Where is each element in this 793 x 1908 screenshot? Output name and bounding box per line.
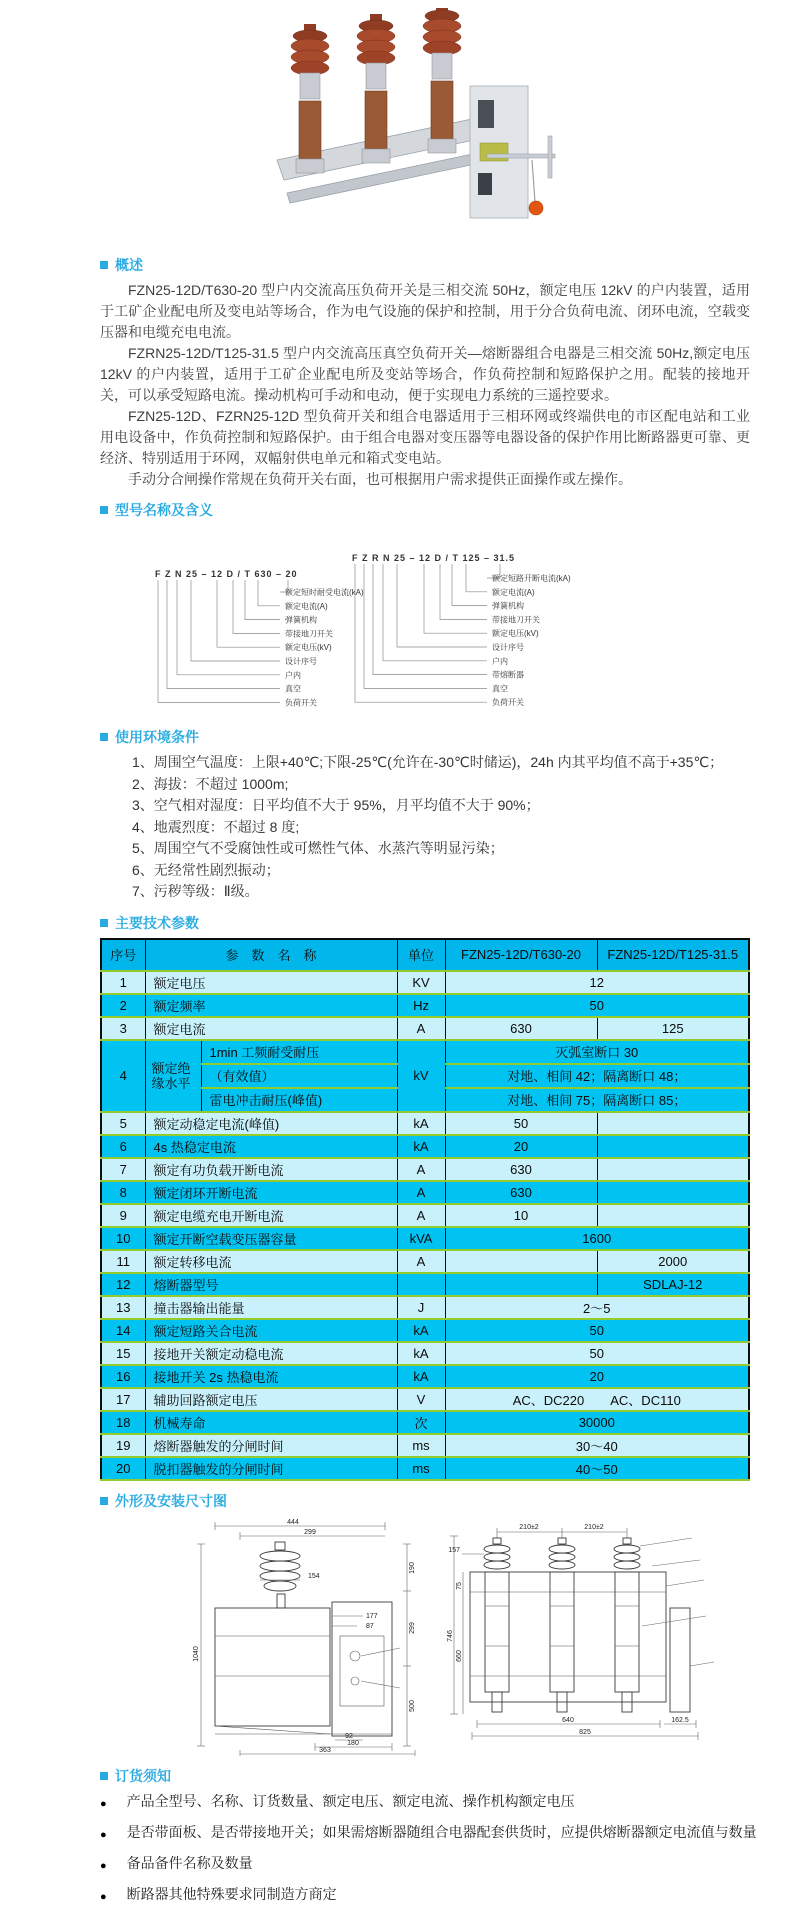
table-row [101, 1158, 749, 1181]
dim-label: 87 [366, 1622, 374, 1630]
table-cell: V [397, 1388, 445, 1411]
table-header-cell: 参 数 名 称 [145, 939, 397, 971]
model-label: 设计序号 [492, 643, 524, 652]
table-cell: 20 [101, 1457, 145, 1480]
table-cell: 2～5 [445, 1296, 749, 1319]
table-cell: 630 [445, 1017, 597, 1040]
table-row [101, 1017, 749, 1040]
environment-item: 4、地震烈度：不超过 8 度; [132, 818, 300, 835]
front-pole [484, 1538, 510, 1712]
table-header-row [101, 939, 749, 971]
section-bullet-icon [100, 1497, 108, 1505]
section-header-overview [100, 255, 793, 275]
table-cell: 对地、相间 75；隔离断口 85； [445, 1088, 749, 1112]
table-cell: J [397, 1296, 445, 1319]
table-cell: 16 [101, 1365, 145, 1388]
dim-label: 363 [319, 1746, 331, 1754]
model-label: 带接地刀开关 [492, 615, 540, 625]
section-header-parameters [100, 913, 793, 933]
dim-label: 180 [347, 1739, 359, 1747]
section-bullet-icon [100, 733, 108, 741]
model-connector-line [452, 564, 487, 606]
table-cell: 额定绝缘水平 [145, 1040, 201, 1112]
table-cell: 脱扣器触发的分闸时间 [145, 1457, 397, 1480]
section-bullet-icon [100, 261, 108, 269]
table-cell [445, 1250, 597, 1273]
table-cell: A [397, 1181, 445, 1204]
model-label: 设计序号 [285, 657, 317, 666]
table-cell: 7 [101, 1158, 145, 1181]
dim-label: 444 [287, 1518, 299, 1526]
table-row [101, 1411, 749, 1434]
table-cell: 额定电流 [145, 1017, 397, 1040]
model-connector-line [167, 580, 280, 689]
table-cell: 630 [445, 1181, 597, 1204]
overview-paragraph: FZN25-12D、FZRN25-12D 型负荷开关和组合电器适用于三相环网或终端供电的市区配电站和工业用电设备中，作负荷控制和短路保护。由于组合电器对变压器等电器设备的保护作用比断路器更可靠、更经济、特别适用于环网，双幅射供电单元和箱式变电站。 [100, 408, 750, 466]
ordering-item [100, 1791, 760, 1815]
dim-label: 825 [579, 1728, 591, 1736]
table-cell: Hz [397, 994, 445, 1017]
section-title: 主要技术参数 [115, 914, 199, 931]
model-connector-line [245, 580, 280, 620]
model-connector-line [217, 580, 280, 647]
table-cell: 额定闭环开断电流 [145, 1181, 397, 1204]
table-cell: 接地开关 2s 热稳电流 [145, 1365, 397, 1388]
model-connector-line [158, 580, 280, 702]
photo-handle-ball [529, 201, 543, 215]
overview-paragraph: FZRN25-12D/T125-31.5 型户内交流高压真空负荷开关—熔断器组合电器是三相交流 50Hz,额定电压 12kV 的户内装置，适用于工矿企业配电所及变站等场合，作负荷控制和短路保护之用。配装的接地开关，可以承受短路电流。操动机构可手动和电动，便于实现电力系统的三遥控要求。 [100, 345, 750, 403]
dim-label: 162.5 [671, 1716, 689, 1724]
environment-item: 5、周围空气不受腐蚀性或可燃性气体、水蒸汽等明显污染； [132, 840, 504, 856]
table-cell: 8 [101, 1181, 145, 1204]
model-label: 额定电压(kV) [492, 629, 539, 639]
environment-item: 3、空气相对湿度：日平均值不大于 95%，月平均值不大于 90%； [132, 797, 540, 813]
model-label: 真空 [285, 684, 301, 694]
table-row [101, 971, 749, 994]
dim-label: 210±2 [519, 1523, 539, 1531]
section-title: 外形及安装尺寸图 [115, 1492, 227, 1509]
table-cell: 18 [101, 1411, 145, 1434]
dim-label: 154 [308, 1572, 320, 1580]
table-cell: 30000 [445, 1411, 749, 1434]
table-cell: 额定频率 [145, 994, 397, 1017]
dim-label: 1040 [193, 1645, 200, 1662]
model-label: 额定短时耐受电流(kA) [285, 588, 364, 597]
overview-paragraphs [0, 280, 793, 490]
table-row [101, 1273, 749, 1296]
table-cell: （有效值） [201, 1064, 397, 1088]
model-label: 带接地刀开关 [285, 629, 333, 639]
table-row [101, 1434, 749, 1457]
model-label: 户内 [492, 656, 508, 666]
table-cell: 4s 热稳定电流 [145, 1135, 397, 1158]
section-bullet-icon [100, 919, 108, 927]
table-cell: A [397, 1204, 445, 1227]
table-cell: 10 [101, 1227, 145, 1250]
table-cell: 17 [101, 1388, 145, 1411]
outline-dimension-drawings [100, 1516, 750, 1756]
ordering-item [100, 1884, 760, 1908]
model-label: 带熔断器 [492, 670, 524, 680]
section-header-ordering [100, 1766, 793, 1786]
ordering-item [100, 1853, 760, 1877]
model-connector-line [424, 564, 487, 633]
ordering-item-text: 是否带面板、是否带接地开关；如果需熔断器随组合电器配套供货时，应提供熔断器额定电流值与数量 [126, 1823, 757, 1840]
bullet-icon: ● [100, 1890, 107, 1903]
table-cell: A [397, 1250, 445, 1273]
environment-item: 6、无经常性剧烈振动； [132, 861, 280, 878]
bullet-icon: ● [100, 1859, 107, 1872]
table-row [101, 1296, 749, 1319]
bullet-icon: ● [100, 1828, 107, 1841]
model-connector-line [466, 564, 487, 592]
table-cell: 11 [101, 1250, 145, 1273]
table-cell: 40～50 [445, 1457, 749, 1480]
table-cell: 20 [445, 1365, 749, 1388]
table-cell: kA [397, 1319, 445, 1342]
table-cell: 2 [101, 994, 145, 1017]
model-string: F Z R N 25 – 12 D / T 125 – 31.5 [352, 553, 516, 563]
table-cell: 1600 [445, 1227, 749, 1250]
table-cell: 13 [101, 1296, 145, 1319]
table-cell: 20 [445, 1135, 597, 1158]
dim-label: 299 [304, 1528, 316, 1536]
overview-paragraph: FZN25-12D/T630-20 型户内交流高压负荷开关是三相交流 50Hz，额定电压 12kV 的户内装置，适用于工矿企业配电所及变电站等场合，作为电气设施的保护和控制，用于分合负荷电流、闭环电流，空载变压器和电缆充电电流。 [100, 282, 750, 340]
table-cell: 额定电压 [145, 971, 397, 994]
parameters-table [100, 938, 750, 1481]
table-cell: 5 [101, 1112, 145, 1135]
model-diagram-right [352, 553, 571, 707]
model-connector-line [258, 580, 280, 606]
model-string: F Z N 25 – 12 D / T 630 – 20 [155, 569, 298, 579]
model-connector-line [191, 580, 280, 661]
model-label: 额定电压(kV) [285, 643, 332, 653]
table-cell: 14 [101, 1319, 145, 1342]
table-row [101, 1227, 749, 1250]
table-cell: 4 [101, 1040, 145, 1112]
dim-label: 210±2 [584, 1523, 604, 1531]
table-cell: 额定动稳定电流(峰值) [145, 1112, 397, 1135]
table-cell: kA [397, 1342, 445, 1365]
dim-label: 640 [562, 1716, 574, 1724]
table-cell: 1 [101, 971, 145, 994]
table-cell: 额定电缆充电开断电流 [145, 1204, 397, 1227]
table-cell: 对地、相间 42；隔离断口 48； [445, 1064, 749, 1088]
dim-label: 746 [447, 1629, 454, 1642]
model-connector-line [383, 564, 487, 661]
table-cell: 接地开关额定动稳电流 [145, 1342, 397, 1365]
ordering-item-text: 断路器其他特殊要求同制造方商定 [126, 1885, 337, 1902]
ordering-list [0, 1791, 793, 1908]
environment-item: 1、周围空气温度：上限+40℃;下限-25℃(允许在-30℃时储运)，24h 内其平均值不高于+35℃； [132, 754, 724, 770]
dim-label: 75 [456, 1581, 463, 1590]
table-cell: 额定短路关合电流 [145, 1319, 397, 1342]
model-label: 负荷开关 [285, 698, 317, 708]
table-cell: 50 [445, 994, 749, 1017]
table-cell: 机械寿命 [145, 1411, 397, 1434]
bullet-icon: ● [100, 1797, 107, 1810]
model-label: 额定电流(A) [492, 587, 535, 597]
table-cell: 15 [101, 1342, 145, 1365]
table-cell: A [397, 1017, 445, 1040]
environment-item: 2、海拔：不超过 1000m; [132, 775, 289, 792]
table-cell: 2000 [597, 1250, 749, 1273]
table-cell: 1min 工频耐受耐压 [201, 1040, 397, 1064]
table-cell: 熔断器型号 [145, 1273, 397, 1296]
table-cell: ms [397, 1434, 445, 1457]
table-cell [397, 1273, 445, 1296]
model-label: 户内 [285, 670, 301, 680]
model-label: 真空 [492, 684, 508, 694]
table-row [101, 1319, 749, 1342]
dim-label: 177 [366, 1612, 378, 1620]
table-cell: 50 [445, 1112, 597, 1135]
table-row [101, 1388, 749, 1411]
model-connector-line [177, 580, 280, 675]
ordering-item [100, 1822, 760, 1846]
dim-label: 157 [448, 1546, 460, 1554]
table-cell: KV [397, 971, 445, 994]
model-connector-line [233, 580, 280, 633]
table-cell: 熔断器触发的分闸时间 [145, 1434, 397, 1457]
table-cell: 19 [101, 1434, 145, 1457]
section-bullet-icon [100, 1772, 108, 1780]
table-cell [597, 1112, 749, 1135]
section-header-environment [100, 727, 793, 747]
table-cell: 10 [445, 1204, 597, 1227]
product-photo-illustration [232, 8, 562, 240]
section-title: 型号名称及含义 [115, 502, 213, 518]
table-cell: 3 [101, 1017, 145, 1040]
environment-list [0, 752, 793, 903]
table-cell: 额定转移电流 [145, 1250, 397, 1273]
section-title: 概述 [115, 257, 143, 273]
table-row [101, 1342, 749, 1365]
dim-label: 299 [409, 1621, 416, 1634]
dim-label: 500 [409, 1699, 416, 1712]
dim-label: 660 [456, 1649, 463, 1662]
table-cell [445, 1273, 597, 1296]
model-label: 负荷开关 [492, 698, 524, 708]
table-cell: 次 [397, 1411, 445, 1434]
product-photo [232, 8, 562, 245]
table-cell: 125 [597, 1017, 749, 1040]
table-row [101, 1204, 749, 1227]
model-diagram-left [155, 569, 364, 707]
table-cell: kA [397, 1365, 445, 1388]
table-cell: 50 [445, 1319, 749, 1342]
section-title: 使用环境条件 [115, 729, 199, 745]
table-cell [597, 1135, 749, 1158]
table-row [101, 1112, 749, 1135]
section-header-dimensions [100, 1491, 793, 1511]
table-cell: kVA [397, 1227, 445, 1250]
model-label: 弹簧机构 [492, 601, 524, 611]
table-row [101, 1365, 749, 1388]
photo-handle-rod [487, 154, 555, 158]
table-cell [597, 1204, 749, 1227]
dim-label: 92 [345, 1732, 353, 1740]
dim-label: 190 [409, 1561, 416, 1574]
drawing-side-view [193, 1519, 416, 1756]
front-pole [614, 1538, 640, 1712]
table-cell: 9 [101, 1204, 145, 1227]
table-cell: 30～40 [445, 1434, 749, 1457]
section-header-model [100, 500, 793, 520]
table-cell: 撞击器输出能量 [145, 1296, 397, 1319]
table-cell: 额定开断空载变压器容量 [145, 1227, 397, 1250]
table-cell: ms [397, 1457, 445, 1480]
model-label: 弹簧机构 [285, 615, 317, 625]
model-label: 额定电流(A) [285, 601, 328, 611]
table-cell: 辅助回路额定电压 [145, 1388, 397, 1411]
table-row [101, 1135, 749, 1158]
table-header-cell: 单位 [397, 939, 445, 971]
overview-paragraph: 手动分合闸操作常规在负荷开关右面，也可根据用户需求提供正面操作或左操作。 [128, 471, 632, 487]
ordering-item-text: 备品备件名称及数量 [126, 1854, 253, 1871]
table-row [101, 1040, 749, 1064]
table-row [101, 994, 749, 1017]
table-row [101, 1181, 749, 1204]
front-pole [549, 1538, 575, 1712]
table-row [101, 1250, 749, 1273]
table-header-cell: 序号 [101, 939, 145, 971]
table-cell: 6 [101, 1135, 145, 1158]
model-connector-line [364, 564, 487, 688]
model-label: 额定短路开断电流(kA) [492, 574, 571, 583]
table-cell: SDLAJ-12 [597, 1273, 749, 1296]
table-cell: kA [397, 1112, 445, 1135]
table-header-cell: FZN25-12D/T125-31.5 [597, 939, 749, 971]
table-header-cell: FZN25-12D/T630-20 [445, 939, 597, 971]
table-cell: 630 [445, 1158, 597, 1181]
table-cell: 额定有功负载开断电流 [145, 1158, 397, 1181]
table-cell: A [397, 1158, 445, 1181]
section-title: 订货须知 [115, 1767, 171, 1784]
table-cell: 雷电冲击耐压(峰值) [201, 1088, 397, 1112]
table-cell: AC、DC220 AC、DC110 [445, 1388, 749, 1411]
environment-item: 7、污秽等级：Ⅱ级。 [132, 883, 259, 899]
table-cell: 灭弧室断口 30 [445, 1040, 749, 1064]
table-cell [597, 1158, 749, 1181]
model-designation-diagram [100, 525, 750, 717]
table-cell: 12 [101, 1273, 145, 1296]
table-cell: kV [397, 1040, 445, 1112]
drawing-front-view [447, 1524, 714, 1740]
section-bullet-icon [100, 506, 108, 514]
table-cell: kA [397, 1135, 445, 1158]
table-cell: 50 [445, 1342, 749, 1365]
table-cell [597, 1181, 749, 1204]
table-row [101, 1457, 749, 1480]
ordering-item-text: 产品全型号、名称、订货数量、额定电压、额定电流、操作机构额定电压 [126, 1792, 575, 1809]
table-cell: 12 [445, 971, 749, 994]
